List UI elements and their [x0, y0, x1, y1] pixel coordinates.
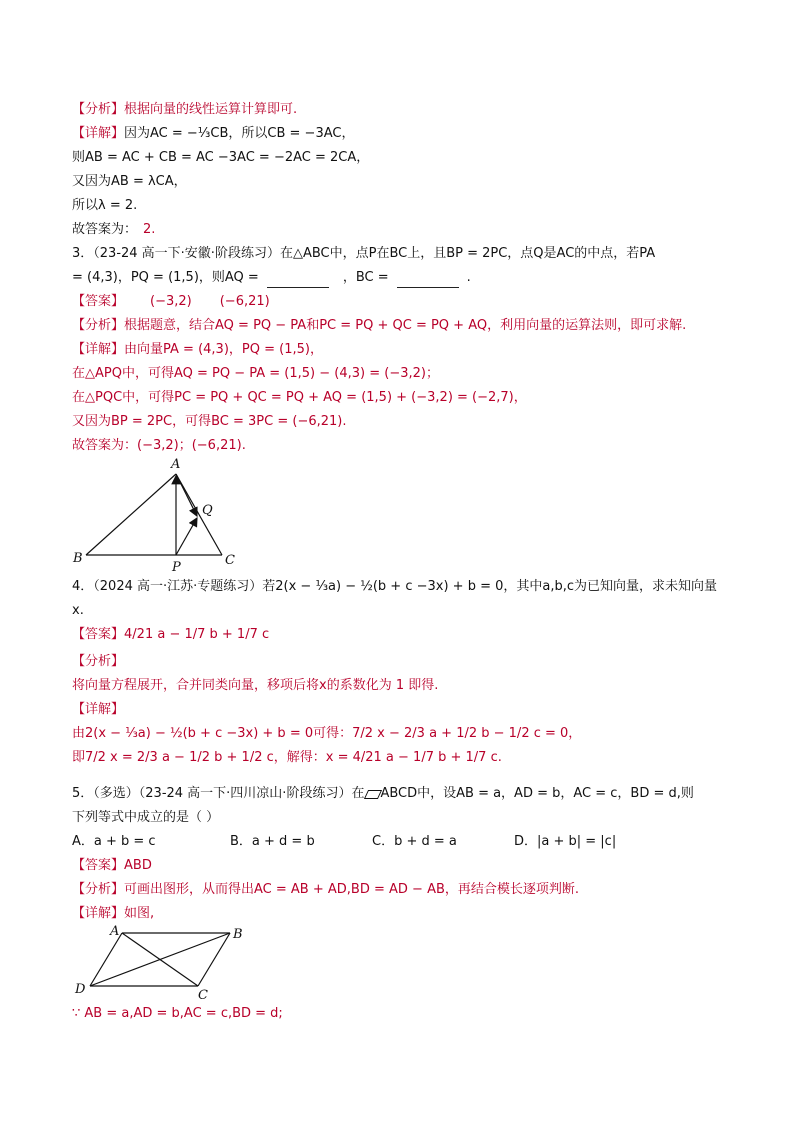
q5-answer-line — [72, 856, 152, 876]
q3-answer-1: (−3,2) — [150, 294, 192, 309]
q3-analysis-text: 根据题意，结合AQ = PQ − PA和PC = PQ + QC = PQ + AQ，利用向量的运算法则，即可求解. — [124, 318, 687, 333]
label-a: A — [110, 924, 120, 939]
q5-option-a: A．a + b = c — [72, 834, 156, 849]
answer-line-1 — [72, 220, 155, 240]
q3-answer-tag: 【答案】 — [72, 294, 125, 309]
label-a: A — [171, 457, 181, 472]
q5-since-line: ∵ AB = a,AD = b,AC = c,BD = d; — [72, 1006, 283, 1021]
q3-stem-line-1: 3．（23-24 高一下·安徽·阶段练习）在△ABC中，点P在BC上，且BP = 2PC，点Q是AC的中点，若PA — [72, 246, 656, 261]
q5-stem-line-2: 下列等式中成立的是（ ） — [72, 810, 220, 825]
q4-analysis-line — [72, 652, 124, 672]
analysis-tag: 【分析】 — [72, 102, 125, 117]
q3-analysis-tag: 【分析】 — [72, 318, 125, 333]
q3-detail-line-2: 在△APQ中，可得AQ = PQ − PA = (1,5) − (4,3) = (−3,2)； — [72, 366, 439, 381]
answer-label: 故答案为： — [72, 222, 138, 237]
parallelogram-figure — [70, 924, 260, 1004]
q5-answer: ABD — [124, 858, 152, 873]
triangle-figure — [70, 456, 250, 576]
q5-option-d: D．|a + b| = |c| — [514, 834, 617, 849]
q5-answer-tag: 【答案】 — [72, 858, 125, 873]
q4-detail-text-2: 即7/2 x = 2/3 a − 1/2 b + 1/2 c，解得：x = 4/21 a − 1/7 b + 1/7 c. — [72, 750, 502, 765]
q4-stem-line-1: 4．（2024 高一·江苏·专题练习）若2(x − ⅓a) − ½(b + c −3x) + b = 0，其中a,b,c为已知向量，求未知向量 — [72, 579, 717, 594]
detail-line-3: 又因为AB = λCA， — [72, 174, 187, 189]
q4-answer-line — [72, 625, 269, 645]
q5-option-b: B．a + d = b — [230, 834, 315, 849]
q5-option-c: C．b + d = a — [372, 834, 457, 849]
detail-line-2: 则AB = AC + CB = AC −3AC = −2AC = 2CA， — [72, 150, 370, 165]
detail-tag: 【详解】 — [72, 126, 125, 141]
side-ab — [86, 474, 176, 555]
q3-final-answer: 故答案为：(−3,2)；(−6,21). — [72, 438, 246, 453]
answer-value: 2. — [143, 222, 156, 237]
q3-detail-line-3: 在△PQC中，可得PC = PQ + QC = PQ + AQ = (1,5) + (−3,2) = (−2,7)， — [72, 390, 527, 405]
q3-stem-line-2 — [72, 268, 471, 288]
q3-answer-line — [72, 292, 270, 312]
label-b: B — [73, 551, 83, 566]
q5-detail-tag: 【详解】 — [72, 906, 125, 921]
q5-detail-text: 如图, — [124, 906, 155, 921]
label-c: C — [225, 553, 235, 568]
parallelogram-icon — [364, 789, 380, 799]
q4-answer: 4/21 a − 1/7 b + 1/7 c — [124, 627, 270, 642]
q3-detail-tag: 【详解】 — [72, 342, 125, 357]
q4-detail-text-1: 由2(x − ⅓a) − ½(b + c −3x) + b = 0可得：7/2 x − 2/3 a + 1/2 b − 1/2 c = 0， — [72, 726, 582, 741]
label-d: D — [75, 982, 86, 997]
label-q: Q — [202, 503, 213, 518]
detail-line-4: 所以λ = 2. — [72, 198, 138, 213]
analysis-text: 根据向量的线性运算计算即可. — [124, 102, 298, 117]
analysis-line-1 — [72, 100, 297, 120]
q5-stem-line-1 — [72, 784, 694, 804]
q4-analysis-text: 将向量方程展开，合并同类向量，移项后将x的系数化为 1 即得. — [72, 678, 439, 693]
side-bc — [198, 933, 230, 986]
q3-blank-1 — [267, 273, 329, 288]
vector-pq — [176, 518, 197, 555]
q3-answer-2: (−6,21) — [219, 294, 270, 309]
q5-detail-line — [72, 904, 154, 924]
q5-stem-part-1: 5．（多选）（23-24 高一下·四川凉山·阶段练习）在 — [72, 786, 365, 801]
q5-analysis-tag: 【分析】 — [72, 882, 125, 897]
side-ad — [90, 933, 122, 986]
q3-stem-part-3: . — [466, 270, 471, 285]
label-p: P — [172, 560, 181, 575]
q3-stem-part-1: = (4,3)，PQ = (1,5)，则AQ = — [72, 270, 259, 285]
q4-stem-line-2: x. — [72, 603, 84, 618]
label-b: B — [233, 927, 243, 942]
q4-analysis-tag: 【分析】 — [72, 654, 125, 669]
q5-analysis-line — [72, 880, 579, 900]
diagonal-bd — [90, 933, 230, 986]
q3-blank-2 — [397, 273, 459, 288]
q3-analysis-line — [72, 316, 686, 336]
detail-text: 因为AC = −⅓CB，所以CB = −3AC， — [124, 126, 355, 141]
q3-stem-part-2: ，BC = — [342, 270, 389, 285]
label-c: C — [198, 988, 208, 1003]
q3-detail-line-4: 又因为BP = 2PC，可得BC = 3PC = (−6,21). — [72, 414, 347, 429]
q4-detail-line — [72, 700, 124, 720]
q4-answer-tag: 【答案】 — [72, 627, 125, 642]
q5-analysis-text: 可画出图形，从而得出AC = AB + AD,BD = AD − AB，再结合模长逐项判断. — [124, 882, 580, 897]
q3-detail-line-1 — [72, 340, 323, 360]
q4-detail-tag: 【详解】 — [72, 702, 125, 717]
vector-aq — [176, 474, 197, 516]
q3-detail-text-1: 由向量PA = (4,3)，PQ = (1,5)， — [124, 342, 323, 357]
q5-stem-part-2: ABCD中，设AB = a，AD = b，AC = c，BD = d,则 — [380, 786, 694, 801]
detail-line-1 — [72, 124, 354, 144]
